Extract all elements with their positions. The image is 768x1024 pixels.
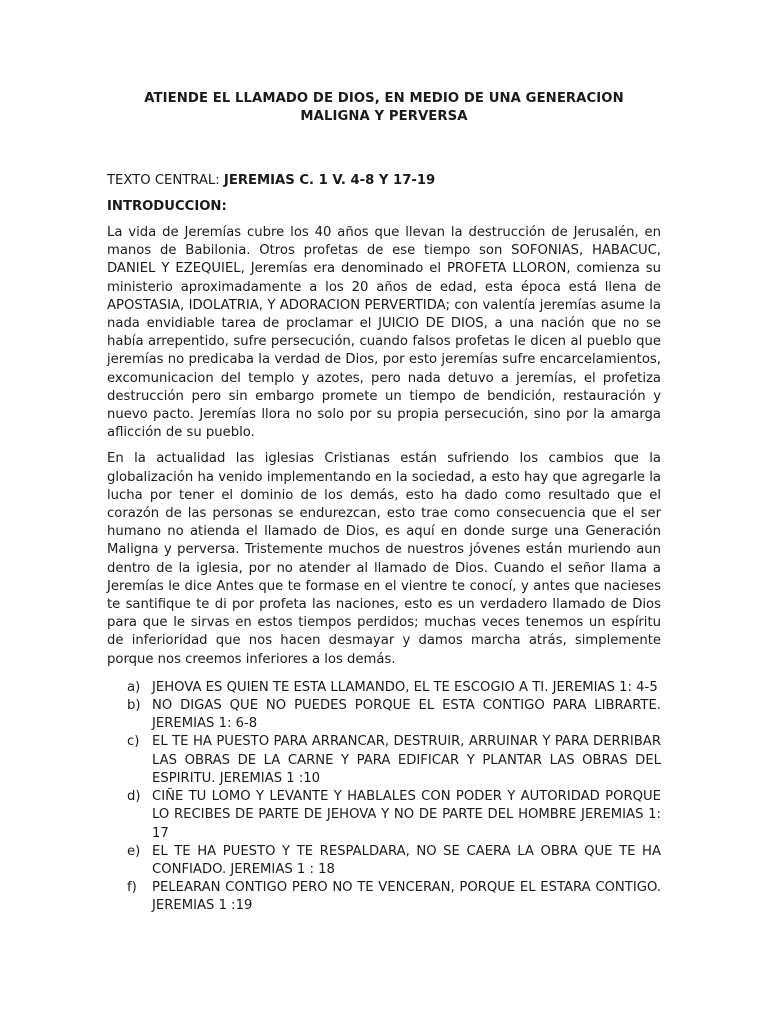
list-item-text: CIÑE TU LOMO Y LEVANTE Y HABLALES CON PODER Y AUTORIDAD PORQUE LO RECIBES DE PARTE DE JEHOVA Y NO DE PARTE DEL HOMBRE JEREMIAS 1: 17 (152, 789, 661, 841)
list-item (107, 879, 661, 915)
list-item-marker: f) (127, 880, 137, 896)
list-item-text: JEHOVA ES QUIEN TE ESTA LLAMANDO, EL TE ESCOGIO A TI. JEREMIAS 1: 4-5 (152, 679, 658, 695)
list-item-marker: d) (127, 789, 141, 805)
title-line-2: MALIGNA Y PERVERSA (300, 109, 468, 124)
list-item-marker: a) (127, 679, 141, 695)
document-title (107, 90, 661, 126)
central-text-reference: JEREMIAS C. 1 V. 4-8 Y 17-19 (223, 173, 436, 188)
list-item-text: EL TE HA PUESTO PARA ARRANCAR, DESTRUIR, ARRUINAR Y PARA DERRIBAR LAS OBRAS DE LA CARNE Y PARA EDIFICAR Y PLANTAR LAS OBRAS DEL ESPIRITU. JEREMIAS 1 :10 (152, 734, 661, 786)
list-item-marker: e) (127, 843, 141, 859)
paragraph-2: En la actualidad las iglesias Cristianas están sufriendo los cambios que la globalización ha venido implementando en la sociedad, a esto hay que agregarle la lucha por tener el dominio de los demás, esto ha dado como resultado que el corazón de las personas se endurezcan, esto trae como consecuencia que el ser humano no atienda el llamado de Dios, es aquí en donde surge una Generación Maligna y perversa. Tristemente muchos de nuestros jóvenes están muriendo aun dentro de la iglesia, por no atender al llamado de Dios. Cuando el señor llama a Jeremías le dice Antes que te formase en el vientre te conocí, y antes que nacieses te santifique te di por profeta las naciones, esto es un verdadero llamado de Dios para que le sirvas en estos tiempos perdidos; muchas veces tenemos un espíritu de inferioridad que nos hacen desmayar y damos marcha atrás, simplemente porque nos creemos inferiores a los demás. (107, 451, 661, 667)
introduction-heading: INTRODUCCION: (107, 199, 227, 214)
document-page (107, 90, 661, 916)
list-item-marker: c) (127, 734, 140, 750)
list-item-text: NO DIGAS QUE NO PUEDES PORQUE EL ESTA CONTIGO PARA LIBRARTE. JEREMIAS 1: 6-8 (152, 698, 661, 732)
list-item (107, 697, 661, 733)
central-text-label: TEXTO CENTRAL: (107, 173, 224, 188)
central-text-line (107, 172, 661, 190)
paragraph-1: La vida de Jeremías cubre los 40 años que llevan la destrucción de Jerusalén, en manos de Babilonia. Otros profetas de ese tiempo son SOFONIAS, HABACUC, DANIEL Y EZEQUIEL, Jeremías era denominado el PROFETA LLORON, comienza su ministerio aproximadamente a los 20 años de edad, esta época está llena de APOSTASIA, IDOLATRIA, Y ADORACION PERVERTIDA; con valentía jeremías asume la nada envidiable tarea de proclamar el JUICIO DE DIOS, a una nación que no se había arrepentido, sufre persecución, cuando falsos profetas le dicen al pueblo que jeremías no predicaba la verdad de Dios, por esto jeremías sufre encarcelamientos, excomunicacion del templo y azotes, pero nada detuvo a jeremías, el profetiza destrucción pero sin embargo promete un tiempo de bendición, restauración y nuevo pacto. Jeremías llora no solo por su propia persecución, sino por la amarga aflicción de su pueblo. (107, 225, 661, 441)
list-item (107, 843, 661, 879)
list-item-marker: b) (127, 698, 141, 714)
list-item (107, 679, 661, 697)
points-list (107, 679, 661, 916)
list-item-text: EL TE HA PUESTO Y TE RESPALDARA, NO SE CAERA LA OBRA QUE TE HA CONFIADO. JEREMIAS 1 : 18 (152, 843, 661, 877)
list-item-text: PELEARAN CONTIGO PERO NO TE VENCERAN, PORQUE EL ESTARA CONTIGO. JEREMIAS 1 :19 (152, 880, 661, 914)
title-line-1: ATIENDE EL LLAMADO DE DIOS, EN MEDIO DE UNA GENERACION (144, 91, 624, 106)
list-item (107, 788, 661, 843)
list-item (107, 733, 661, 788)
